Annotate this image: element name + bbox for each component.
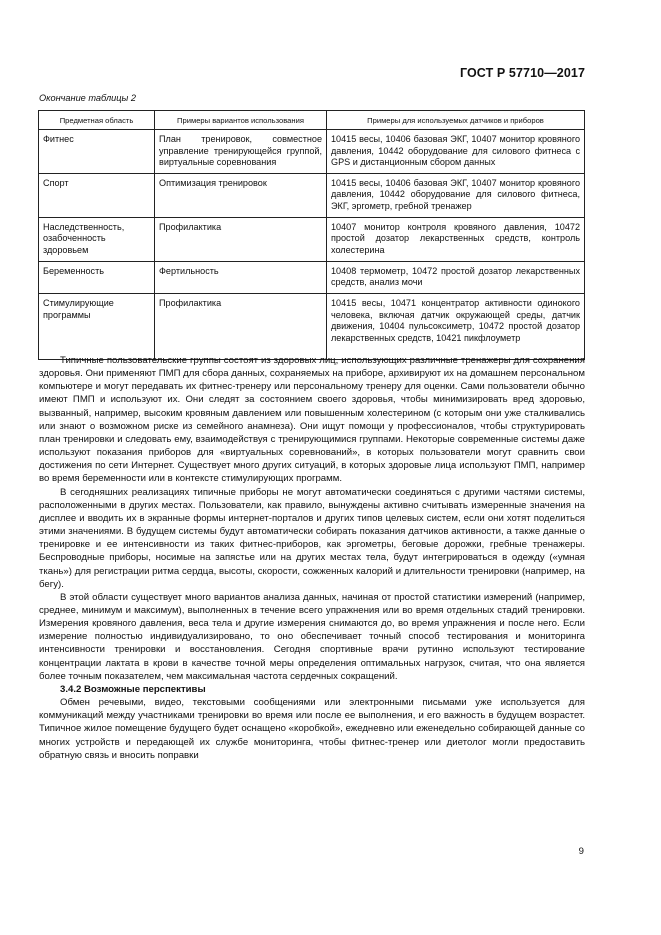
cell-devices: 10407 монитор контроля кровяного давления, 10472 простой дозатор лекарственных средств, контроль холестерина — [327, 217, 585, 261]
cell-devices: 10415 весы, 10406 базовая ЭКГ, 10407 монитор кровяного давления, 10442 оборудование для силового фитнеса с GPS и дистанционным сбором данных — [327, 130, 585, 174]
cell-devices: 10415 весы, 10406 базовая ЭКГ, 10407 монитор кровяного давления, 10442 оборудование для силового фитнеса, ЭКГ, эргометр, гребной тренажер — [327, 173, 585, 217]
column-header-area: Предметная область — [39, 111, 155, 130]
paragraph: В сегодняшних реализациях типичные приборы не могут автоматически соединяться с другими частями системы, расположенными в других местах. Пользователи, как правило, вынуждены активно считывать измеренные значения на дисплее и вводить их в экранные формы интернет-порталов и других типов целевых систем, если они хотят поделиться этими значениями. В будущем системы будут автоматически собирать показания датчиков активности, а также данные о тренировке и ее интенсивности из таких фитнес-приборов, как эргометры, беговые дорожки, гребные тренажеры. Беспроводные приборы, носимые на запястье или на других местах тела, будут интегрироваться в одежду («умная ткань») для регистрации ритма сердца, высоты, скорости, сожженных калорий и длительности тренировки (например, на бегу). — [39, 486, 585, 590]
cell-uses: Оптимизация тренировок — [155, 173, 327, 217]
document-code: ГОСТ Р 57710—2017 — [459, 66, 585, 80]
body-text — [39, 354, 585, 762]
table-row — [39, 130, 585, 174]
table-header-row — [39, 111, 585, 130]
cell-area: Стимулирующие программы — [39, 293, 155, 359]
cell-area: Беременность — [39, 261, 155, 293]
cell-uses: Профилактика — [155, 217, 327, 261]
table-row — [39, 261, 585, 293]
section-heading: 3.4.2 Возможные перспективы — [60, 683, 206, 695]
table-row — [39, 217, 585, 261]
table-caption: Окончание таблицы 2 — [39, 93, 136, 103]
cell-uses: План тренировок, совместное управление тренирующейся группой, виртуальные соревнования — [155, 130, 327, 174]
table-row — [39, 173, 585, 217]
cell-uses: Профилактика — [155, 293, 327, 359]
cell-area: Наследственность, озабоченность здоровьем — [39, 217, 155, 261]
table-row — [39, 293, 585, 359]
cell-area: Фитнес — [39, 130, 155, 174]
cell-devices: 10408 термометр, 10472 простой дозатор лекарственных средств, анализ мочи — [327, 261, 585, 293]
paragraph: В этой области существует много вариантов анализа данных, начиная от простой статистики измерений (например, среднее, минимум и максимум), выполненных в течение всего упражнения или во время отдельных стадий тренировки. Измерения кровяного давления, веса тела и другие измерения снимаются до, во время упражнения и после него. Если измерение полностью индивидуализировано, то оно обеспечивает точный способ тестирования и мониторинга интенсивности тренировки и восстановления. Сегодня спортивные врачи рутинно используют тестирование концентрации лактата в крови в качестве точной меры определения оптимальных нагрузок, считая, что она является более точным показателем, чем максимальная частота сердечных сокращений. — [39, 591, 585, 682]
paragraph: Типичные пользовательские группы состоят из здоровых лиц, использующих различные тренажеры для сохранения здоровья. Они применяют ПМП для сбора данных, сохраняемых на приборе, архивируют их на домашнем персональном компьютере и могут передавать их фитнес-тренеру или персональному тренеру для оценки. Сами пользователи обычно имеют ПМП и используют их. Они следят за состоянием своего здоровья, чтобы минимизировать вред здоровью, вызванный, например, высоким кровяным давлением или повышенным холестерином (с которым они уже сталкивались или знают о возможном риске из семейного анамнеза). Они ищут помощи у профессионалов, чтобы структурировать план тренировки и следовать ему, взаимодействуя с тренирующимися группами. Некоторые современные системы даже используют показания приборов для «виртуальных соревнований», в которых пользователи могут сравнить свои достижения по сети Интернет. Существует много других ситуаций, в которых здоровые лица используют ПМП, например во время беременности или в контексте стимулирующих программ. — [39, 355, 585, 485]
cell-area: Спорт — [39, 173, 155, 217]
column-header-uses: Примеры вариантов использования — [155, 111, 327, 130]
cell-devices: 10415 весы, 10471 концентратор активности одинокого человека, включая датчик окружающей среды, датчик движения, 10404 пульсоксиметр, 10472 простой дозатор лекарственных средств, 10421 пикфлоуметр — [327, 293, 585, 359]
cell-uses: Фертильность — [155, 261, 327, 293]
use-cases-table — [38, 110, 585, 360]
column-header-devices: Примеры для используемых датчиков и приборов — [327, 111, 585, 130]
paragraph: Обмен речевыми, видео, текстовыми сообщениями или электронными письмами уже используется для коммуникаций между участниками тренировки во время или после ее выполнения, и его важность в будущем возрастет. Типичное жилое помещение будущего будет оснащено «коробкой», ежедневно или еженедельно собирающей данные со многих устройств и передающей их службе мониторинга, чтобы фитнес-тренер или диетолог могли предоставить обратную связь и вносить поправки — [39, 697, 585, 761]
page-number: 9 — [578, 846, 584, 857]
